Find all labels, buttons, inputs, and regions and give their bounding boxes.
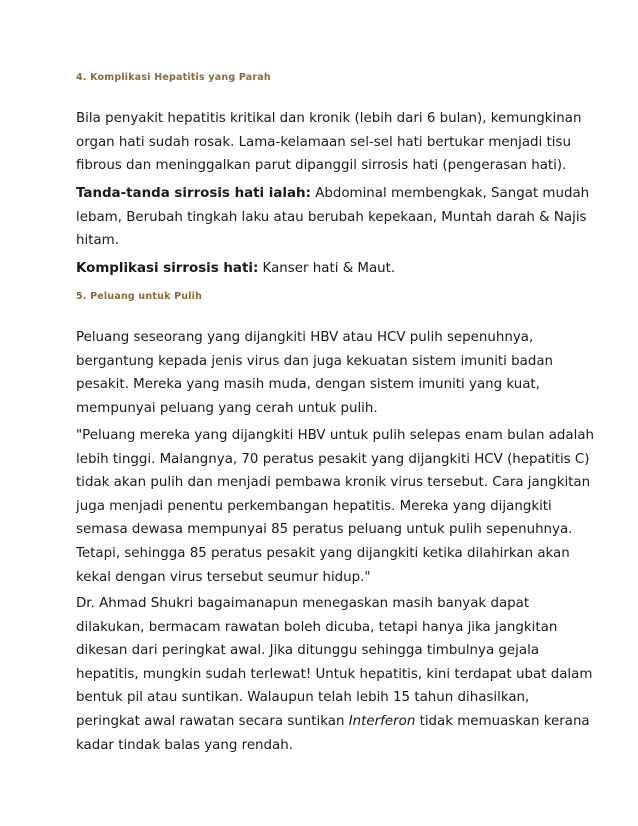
complications-label: Komplikasi sirrosis hati: — [76, 261, 259, 276]
text-line: Dr. Ahmad Shukri bagaimanapun menegaskan masih banyak dapat — [76, 596, 530, 611]
text-segment: peringkat awal rawatan secara suntikan — [76, 713, 349, 729]
text-line — [76, 710, 590, 734]
text-line: hepatitis, mungkin sudah terlewat! Untuk hepatitis, kini terdapat ubat dalam — [76, 666, 593, 682]
section-heading-peluang: 5. Peluang untuk Pulih — [76, 291, 203, 302]
paragraph-quote — [76, 424, 595, 589]
text-line: Tetapi, sehingga 85 peratus pesakit yang dijangkiti ketika dilahirkan akan — [76, 545, 570, 561]
text-line: fibrous dan meninggalkan parut dipanggil sirrosis hati (pengerasan hati). — [76, 158, 567, 174]
paragraph-tanda-sirrosis — [76, 182, 590, 253]
paragraph-komplikasi-intro — [76, 107, 582, 178]
complications-text: Kanser hati & Maut. — [258, 261, 396, 276]
text-line: Peluang seseorang yang dijangkiti HBV atau HCV pulih sepenuhnya, — [76, 330, 534, 345]
paragraph-dr-ahmad — [76, 592, 593, 757]
text-line: lebih tinggi. Malangnya, 70 peratus pesakit yang dijangkiti HCV (hepatitis C) — [76, 451, 590, 467]
text-line: tidak akan pulih dan menjadi pembawa kronik virus tersebut. Cara jangkitan — [76, 475, 591, 491]
text-line: dikesan dari peringkat awal. Jika ditunggu sehingga timbulnya gejala — [76, 643, 540, 659]
text-line: kekal dengan virus tersebut seumur hidup." — [76, 569, 371, 585]
signs-text: Abdominal membengkak, Sangat mudah — [310, 186, 590, 201]
text-line: kadar tindak balas yang rendah. — [76, 737, 293, 753]
paragraph-peluang-intro — [76, 326, 576, 420]
text-line: semasa dewasa mempunyai 85 peratus peluang untuk pulih sepenuhnya. — [76, 522, 573, 538]
interferon-term: Interferon — [348, 713, 416, 729]
text-line — [76, 182, 590, 206]
text-line: "Peluang mereka yang dijangkiti HBV untuk pulih selepas enam bulan adalah — [76, 428, 595, 443]
text-line: bergantung kepada jenis virus dan juga kekuatan sistem imuniti badan — [76, 353, 554, 369]
text-line: mempunyai peluang yang cerah untuk pulih. — [76, 400, 378, 416]
text-line: pesakit. Mereka yang masih muda, dengan sistem imuniti yang kuat, — [76, 377, 540, 393]
text-line: hitam. — [76, 233, 119, 249]
section-heading-komplikasi: 4. Komplikasi Hepatitis yang Parah — [76, 72, 271, 83]
text-line: organ hati sudah rosak. Lama-kelamaan sel-sel hati bertukar menjadi tisu — [76, 134, 571, 150]
text-line — [76, 257, 576, 281]
text-line: juga menjadi penentu perkembangan hepatitis. Mereka yang dijangkiti — [76, 498, 552, 514]
text-line: bentuk pil atau suntikan. Walaupun telah lebih 15 tahun dihasilkan, — [76, 690, 530, 706]
paragraph-komplikasi-sirrosis — [76, 257, 576, 281]
text-segment: tidak memuaskan kerana — [415, 713, 590, 729]
signs-label: Tanda-tanda sirrosis hati ialah: — [76, 186, 311, 201]
text-line: Bila penyakit hepatitis kritikal dan kronik (lebih dari 6 bulan), kemungkinan — [76, 111, 582, 126]
text-line: dilakukan, bermacam rawatan boleh dicuba, tetapi hanya jika jangkitan — [76, 619, 558, 635]
text-line: lebam, Berubah tingkah laku atau berubah kepekaan, Muntah darah & Najis — [76, 209, 587, 225]
